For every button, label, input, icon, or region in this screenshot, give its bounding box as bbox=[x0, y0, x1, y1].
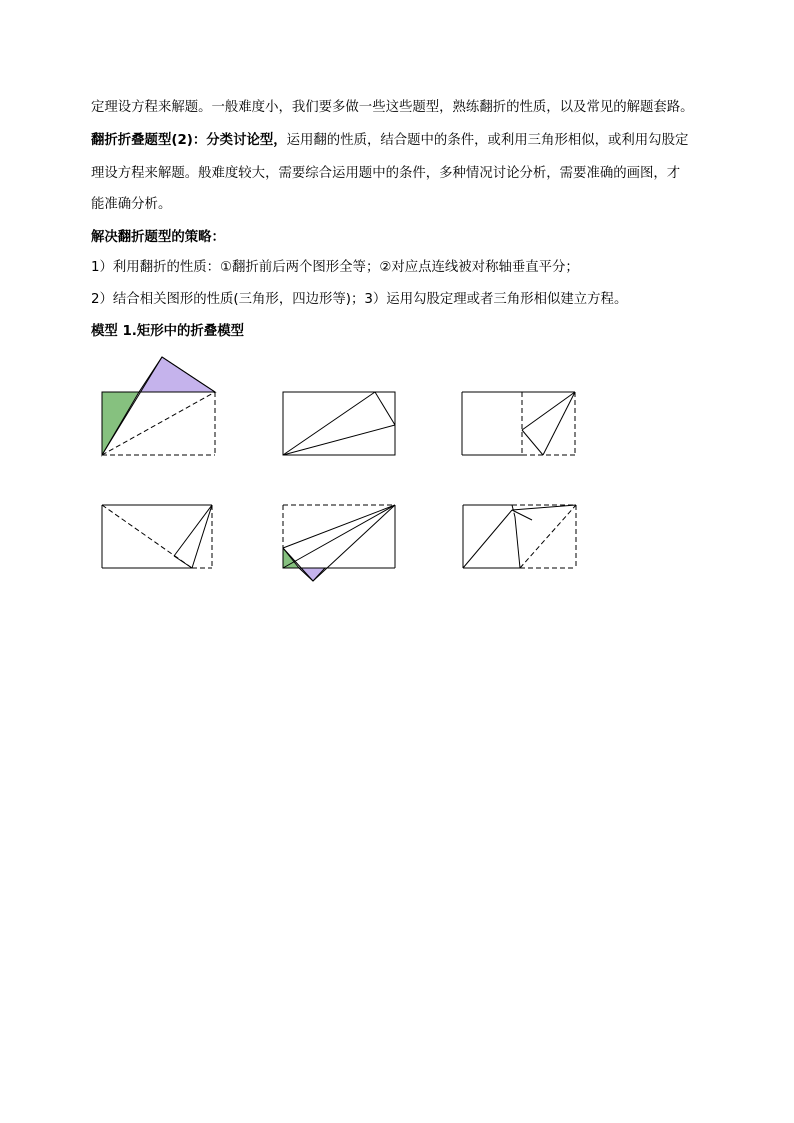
fold-type-2-text: 运用翻的性质，结合题中的条件，或利用三角形相似，或利用勾股定 bbox=[286, 133, 689, 148]
strategy-heading: 解决翻折题型的策略： bbox=[91, 230, 225, 245]
paragraph-line-1: 定理设方程来解题。一般难度小，我们要多做一些这些题型，熟练翻折的性质，以及常见的解题套路。 bbox=[91, 100, 694, 115]
paragraph-line-3: 理设方程来解题。般难度较大，需要综合运用题中的条件，多种情况讨论分析，需要准确的画图，才 bbox=[91, 166, 681, 181]
fold-figure-6 bbox=[460, 502, 580, 572]
fold-figure-1 bbox=[100, 354, 220, 458]
fold-figure-2 bbox=[280, 389, 400, 459]
paragraph-line-2 bbox=[91, 131, 688, 151]
fold-type-2-heading: 翻折折叠题型(2)：分类讨论型， bbox=[91, 133, 287, 148]
fold-figure-5 bbox=[279, 502, 399, 586]
model-1-heading: 模型 1.矩形中的折叠模型 bbox=[91, 324, 244, 339]
fold-figure-4 bbox=[99, 502, 217, 572]
fold-figure-3 bbox=[458, 389, 580, 459]
purple-shaded-triangle bbox=[139, 357, 215, 392]
paragraph-line-4: 能准确分析。 bbox=[91, 197, 172, 212]
strategy-item-2: 2）结合相关图形的性质(三角形，四边形等)；3）运用勾股定理或者三角形相似建立方程。 bbox=[91, 292, 628, 307]
strategy-item-1: 1）利用翻折的性质：①翻折前后两个图形全等；②对应点连线被对称轴垂直平分； bbox=[91, 260, 579, 275]
